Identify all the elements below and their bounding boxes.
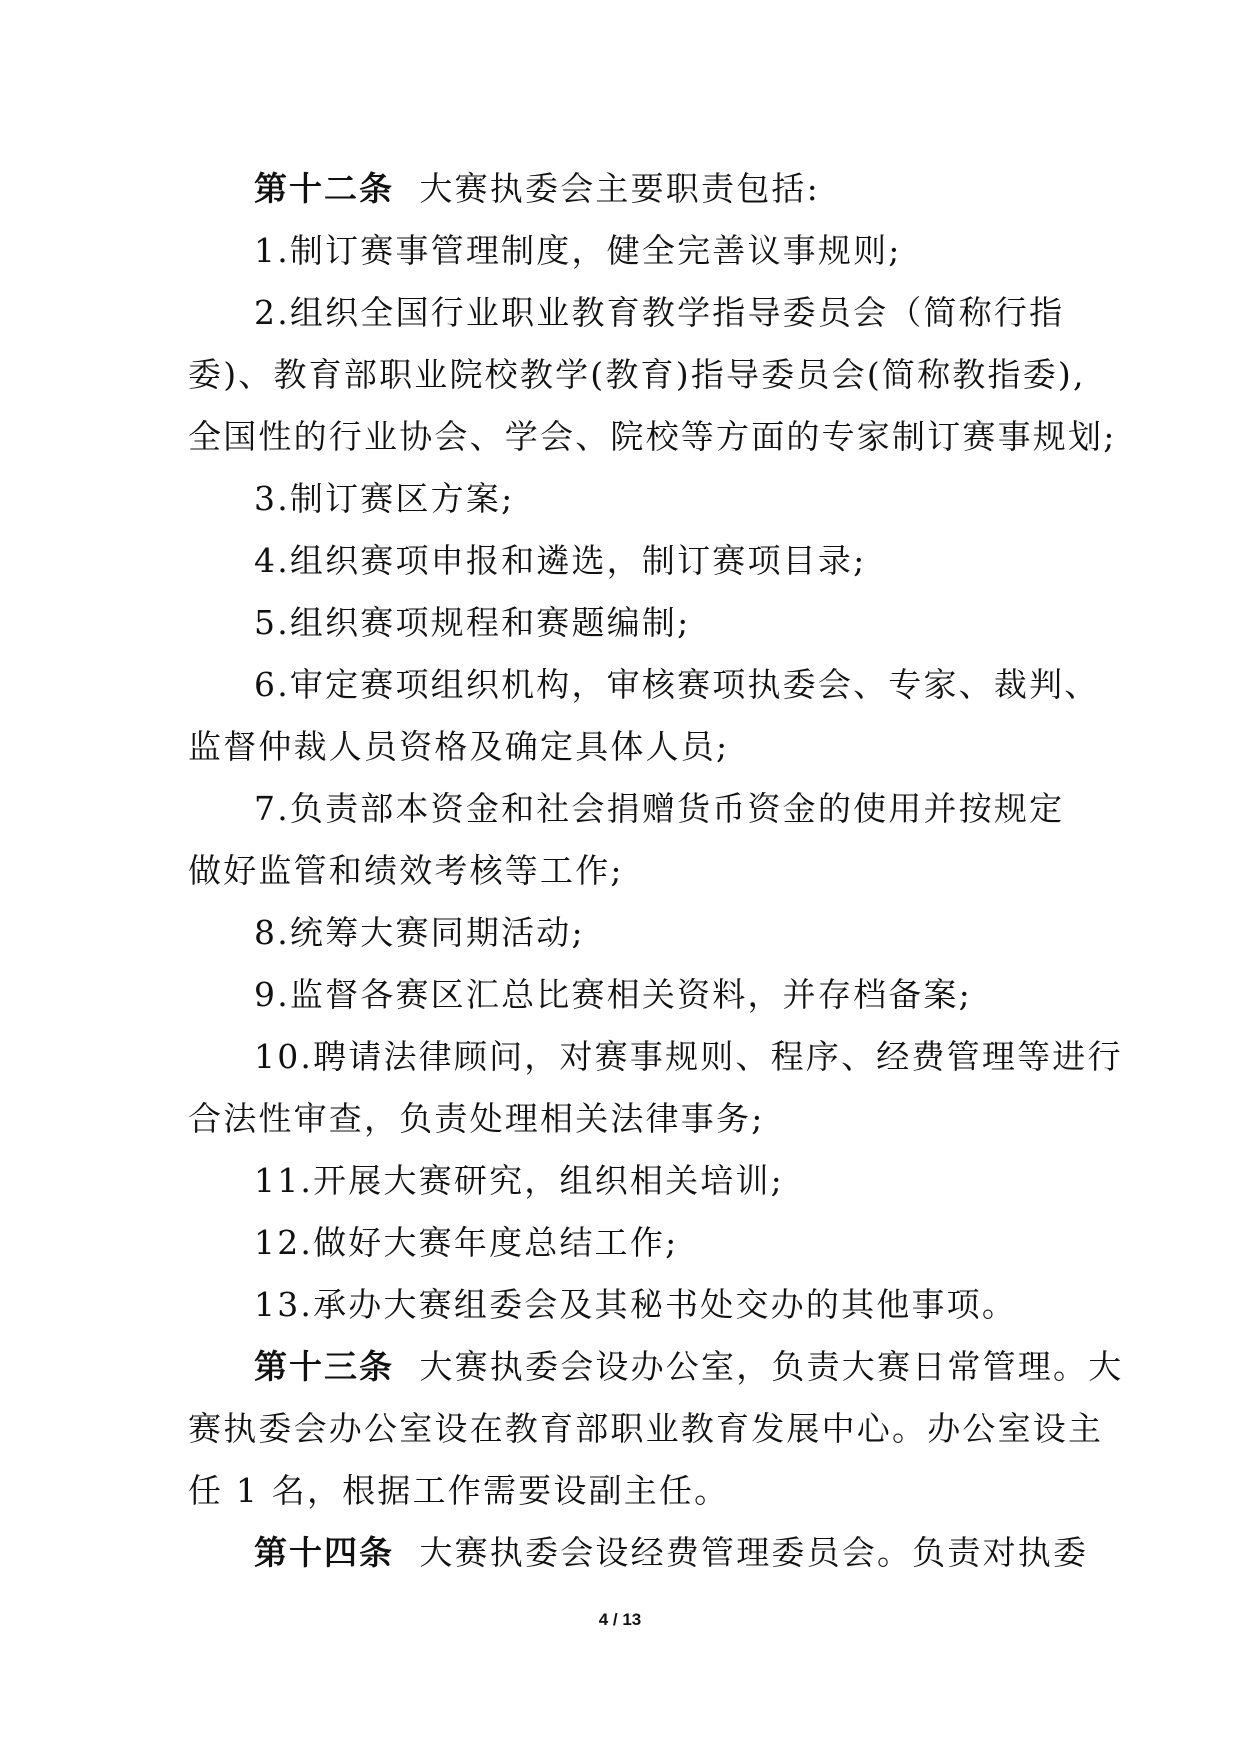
article-12-item-1: 1.制订赛事管理制度，健全完善议事规则; bbox=[254, 231, 902, 270]
article-12-item-2-line-1: 2.组织全国行业职业教育教学指导委员会（简称行指 bbox=[254, 293, 1065, 332]
article-14-line-1 bbox=[188, 1522, 1089, 1584]
article-12-title: 第十二条 bbox=[254, 169, 394, 208]
article-13-title: 第十三条 bbox=[254, 1347, 394, 1386]
article-12-item-9: 9.监督各赛区汇总比赛相关资料，并存档备案; bbox=[254, 975, 973, 1014]
article-14-text-1: 大赛执委会设经费管理委员会。负责对执委 bbox=[419, 1533, 1089, 1572]
article-12-item-6-line-2: 监督仲裁人员资格及确定具体人员; bbox=[188, 727, 730, 766]
article-13-line-2: 赛执委会办公室设在教育部职业教育发展中心。办公室设主 bbox=[188, 1409, 1104, 1448]
article-12-item-5: 5.组织赛项规程和赛题编制; bbox=[254, 603, 691, 642]
article-12-item-3: 3.制订赛区方案; bbox=[254, 479, 515, 518]
article-12-item-13: 13.承办大赛组委会及其秘书处交办的其他事项。 bbox=[254, 1285, 1018, 1324]
article-13-text-1: 大赛执委会设办公室，负责大赛日常管理。大 bbox=[419, 1347, 1124, 1386]
article-14-title: 第十四条 bbox=[254, 1533, 394, 1572]
article-12-item-2-line-2: 委)、教育部职业院校教学(教育)指导委员会(简称教指委), bbox=[188, 355, 1086, 394]
article-12-item-12: 12.做好大赛年度总结工作; bbox=[254, 1223, 679, 1262]
article-12-item-2-line-3: 全国性的行业协会、学会、院校等方面的专家制订赛事规划; bbox=[188, 417, 1117, 456]
article-12-item-7-line-2: 做好监管和绩效考核等工作; bbox=[188, 851, 624, 890]
article-13-line-1 bbox=[188, 1336, 1124, 1398]
article-12-item-10-line-2: 合法性审查，负责处理相关法律事务; bbox=[188, 1099, 765, 1138]
body-text bbox=[188, 158, 1124, 1584]
article-12-item-7-line-1: 7.负责部本资金和社会捐赠货币资金的使用并按规定 bbox=[254, 789, 1065, 828]
page-number: 4 / 13 bbox=[598, 1610, 642, 1629]
article-12-heading bbox=[188, 158, 1053, 220]
article-13-line-3: 任 1 名，根据工作需要设副主任。 bbox=[188, 1471, 730, 1510]
article-12-item-11: 11.开展大赛研究，组织相关培训; bbox=[254, 1161, 784, 1200]
article-12-item-10-line-1: 10.聘请法律顾问，对赛事规则、程序、经费管理等进行 bbox=[254, 1037, 1123, 1076]
article-12-intro: 大赛执委会主要职责包括: bbox=[419, 169, 820, 208]
article-12-item-4: 4.组织赛项申报和遴选，制订赛项目录; bbox=[254, 541, 867, 580]
article-12-item-8: 8.统筹大赛同期活动; bbox=[254, 913, 585, 952]
article-12-item-6-line-1: 6.审定赛项组织机构，审核赛项执委会、专家、裁判、 bbox=[254, 665, 1100, 704]
